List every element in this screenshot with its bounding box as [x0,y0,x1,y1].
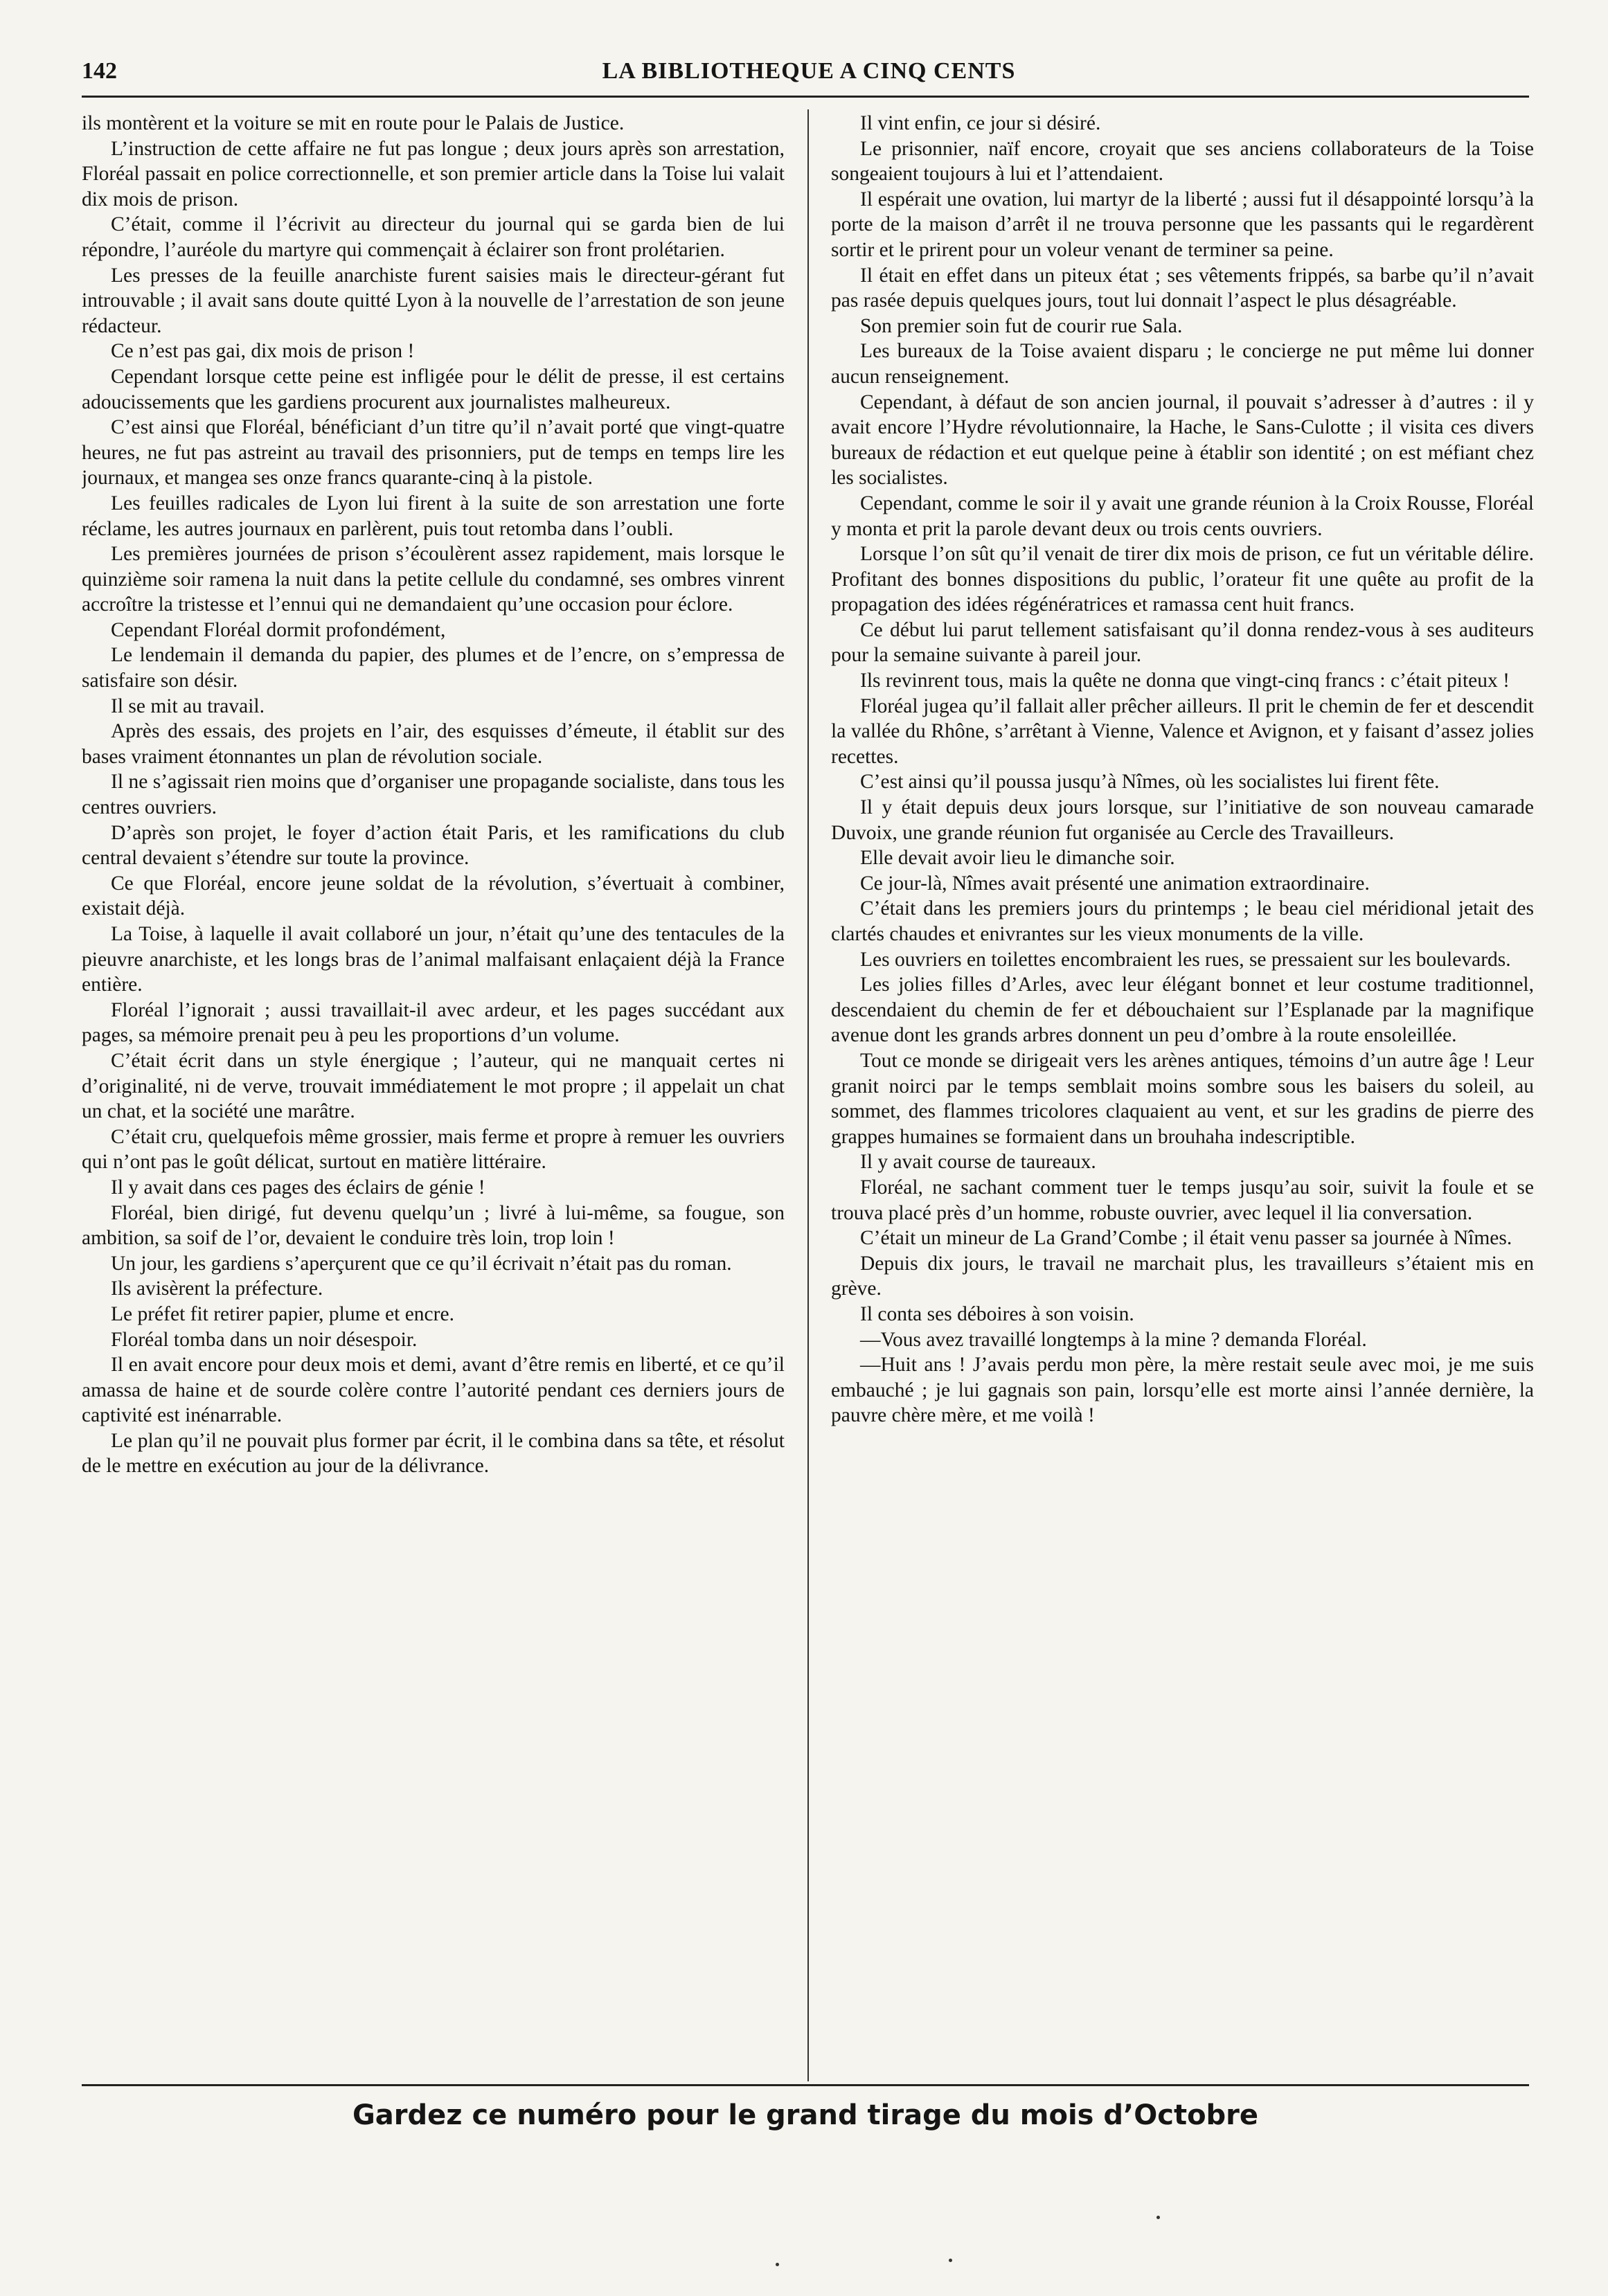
paragraph: Un jour, les gardiens s’aperçurent que ce qu’il écrivait n’était pas du roman. [111,1252,732,1275]
paragraph: Il vint enfin, ce jour si désiré. [860,112,1101,134]
paragraph: Les jolies filles d’Arles, avec leur élégant bonnet et leur costume traditionnel, descendaient du chemin de fer et débouchaient sur l’Esplanade par la magnifique avenue dont les grands arbres donnent un peu d’ombre à la route ensoleillée. [831,974,1534,1047]
paragraph: Floréal l’ignorait ; aussi travaillait-il avec ardeur, et les pages succédant aux pages, sa mémoire prenait peu à peu les proportions d’un volume. [82,998,785,1047]
paragraph: Le préfet fit retirer papier, plume et encre. [111,1302,454,1325]
paragraph: Le plan qu’il ne pouvait plus former par écrit, il le combina dans sa tête, et résolut de le mettre en exécution au jour de la délivrance. [82,1429,785,1478]
paragraph: Il espérait une ovation, lui martyr de la liberté ; aussi fut il désappointé lorsqu’à la porte de la maison d’arrêt il ne trouva personne que les passants qui le regardèrent sortir et le prirent pour un voleur venant de terminer sa peine. [831,188,1534,261]
paragraph: Floréal, ne sachant comment tuer le temps jusqu’au soir, suivit la foule et se trouva placé près d’un homme, robuste ouvrier, avec lequel il lia conversation. [831,1176,1534,1224]
paragraph: C’était un mineur de La Grand’Combe ; il était venu passer sa journée à Nîmes. [860,1227,1512,1250]
paragraph: Les feuilles radicales de Lyon lui firent à la suite de son arrestation une forte réclame, les autres journaux en parlèrent, puis tout retomba dans l’oubli. [82,492,785,540]
paragraph: Les ouvriers en toilettes encombraient les rues, se pressaient sur les boulevards. [860,948,1511,971]
paragraph: Les bureaux de la Toise avaient disparu ; le concierge ne put même lui donner aucun renseignement. [831,340,1534,388]
paragraph: L’instruction de cette affaire ne fut pas longue ; deux jours après son arrestation, Floréal passait en police correctionnelle, et son premier article dans la Toise lui valait dix mois de prison. [82,137,785,210]
paragraph: ils montèrent et la voiture se mit en route pour le Palais de Justice. [82,112,625,134]
column-divider [807,109,809,2081]
paragraph: Lorsque l’on sût qu’il venait de tirer dix mois de prison, ce fut un véritable délire. Profitant des bonnes dispositions du public, l’orateur fit une quête au profit de la propagation des idées régénératrices et ramassa cent huit francs. [831,543,1534,616]
paragraph: Ce début lui parut tellement satisfaisant qu’il donna rendez-vous à ses auditeurs pour la semaine suivante à pareil jour. [831,618,1534,667]
paragraph: Il y avait course de taureaux. [860,1151,1096,1174]
page-number: 142 [82,58,117,84]
paragraph: Elle devait avoir lieu le dimanche soir. [860,847,1175,870]
paragraph: Depuis dix jours, le travail ne marchait plus, les travailleurs s’étaient mis en grève. [831,1252,1534,1300]
print-speck [1156,2216,1160,2219]
footer-notice: Gardez ce numéro pour le grand tirage du mois d’Octobre [352,2099,1259,2131]
paragraph: Tout ce monde se dirigeait vers les arènes antiques, témoins d’un autre âge ! Leur granit noirci par le temps semblait moins sombre sous les baisers du soleil, au sommet, des flammes tricolores claquaient au vent, et sur les gradins de pierre des grappes humaines se formaient dans un brouhaha indescriptible. [831,1049,1534,1148]
paragraph: C’était cru, quelquefois même grossier, mais ferme et propre à remuer les ouvriers qui n’ont pas le goût délicat, surtout en matière littéraire. [82,1125,785,1174]
paragraph: Le lendemain il demanda du papier, des plumes et de l’encre, on s’empressa de satisfaire son désir. [82,644,785,692]
paragraph: Il était en effet dans un piteux état ; ses vêtements frippés, sa barbe qu’il n’avait pas rasée depuis quelques jours, tout lui donnait l’aspect le plus désagréable. [831,264,1534,312]
paragraph: —Vous avez travaillé longtemps à la mine ? demanda Floréal. [860,1328,1367,1351]
print-speck [776,2263,779,2266]
page-header [82,54,1529,98]
paragraph: Il ne s’agissait rien moins que d’organiser une propagande socialiste, dans tous les centres ouvriers. [82,771,785,819]
paragraph: Cependant, à défaut de son ancien journal, il pouvait s’adresser à d’autres : il y avait encore l’Hydre révolutionnaire, la Hache, le Sans-Culotte ; il visita ces divers bureaux de rédaction et eut quelque peine à établir son identité ; on est méfiant chez les socialistes. [831,391,1534,490]
paragraph: C’est ainsi qu’il poussa jusqu’à Nîmes, où les socialistes lui firent fête. [860,771,1440,793]
journal-title: LA BIBLIOTHEQUE A CINQ CENTS [602,58,1016,84]
paragraph: Il conta ses déboires à son voisin. [860,1302,1134,1325]
paragraph: Ils revinrent tous, mais la quête ne donna que vingt-cinq francs : c’était piteux ! [860,670,1510,692]
paragraph: Floréal, bien dirigé, fut devenu quelqu’un ; livré à lui-même, sa fougue, son ambition, sa soif de l’or, devaient le conduire très loin, trop loin ! [82,1201,785,1250]
paragraph: C’est ainsi que Floréal, bénéficiant d’un titre qu’il n’avait porté que vingt-quatre heures, ne fut pas astreint au travail des prisonniers, put de temps en temps lire les journaux, et mangea ses onze francs quarante-cinq à la pistole. [82,416,785,490]
paragraph: Après des essais, des projets en l’air, des esquisses d’émeute, il établit sur des bases vraiment étonnantes un plan de révolution sociale. [82,720,785,768]
paragraph: Il en avait encore pour deux mois et demi, avant d’être remis en liberté, et ce qu’il amassa de haine et de sourde colère contre l’autorité pendant ces derniers jours de captivité est inénarrable. [82,1354,785,1427]
paragraph: Il se mit au travail. [111,694,265,717]
paragraph: C’était dans les premiers jours du printemps ; le beau ciel méridional jetait des clartés chaudes et enivrantes sur les vieux monuments de la ville. [831,897,1534,945]
paragraph: C’était, comme il l’écrivit au directeur du journal qui se garda bien de lui répondre, l’auréole du martyre qui commençait à éclairer son front prolétarien. [82,213,785,261]
paragraph: Ce jour-là, Nîmes avait présenté une animation extraordinaire. [860,872,1370,895]
text-column-right [831,111,1534,2077]
paragraph: Ils avisèrent la préfecture. [111,1277,323,1300]
paragraph: C’était écrit dans un style énergique ; l’auteur, qui ne manquait certes ni d’originalité, ni de verve, trouvait immédiatement le mot propre ; il appelait un chat un chat, et la société une marâtre. [82,1049,785,1123]
text-column-left [82,111,785,2077]
paragraph: Le prisonnier, naïf encore, croyait que ses anciens collaborateurs de la Toise songeaient toujours à lui et l’attendaient. [831,137,1534,186]
paragraph: Ce n’est pas gai, dix mois de prison ! [111,340,415,363]
print-speck [949,2259,952,2262]
paragraph: Il y était depuis deux jours lorsque, sur l’initiative de son nouveau camarade Duvoix, une grande réunion fut organisée au Cercle des Travailleurs. [831,796,1534,844]
paragraph: Cependant, comme le soir il y avait une grande réunion à la Croix Rousse, Floréal y monta et prit la parole devant deux ou trois cents ouvriers. [831,492,1534,540]
paragraph: —Huit ans ! J’avais perdu mon père, la mère restait seule avec moi, je me suis embauché ; je lui gagnais son pain, lorsqu’elle est morte ainsi l’année dernière, la pauvre chère mère, et me voilà ! [831,1354,1534,1427]
paragraph: La Toise, à laquelle il avait collaboré un jour, n’était qu’une des tentacules de la pieuvre anarchiste, et les longs bras de l’animal malfaisant enlaçaient déjà la France entière. [82,923,785,996]
paragraph: D’après son projet, le foyer d’action était Paris, et les ramifications du club central devaient s’étendre sur toute la province. [82,821,785,870]
paragraph: Les presses de la feuille anarchiste furent saisies mais le directeur-gérant fut introuvable ; il avait sans doute quitté Lyon à la nouvelle de l’arrestation de son jeune rédacteur. [82,264,785,337]
paragraph: Ce que Floréal, encore jeune soldat de la révolution, s’évertuait à combiner, existait déjà. [82,872,785,920]
paragraph: Floréal jugea qu’il fallait aller prêcher ailleurs. Il prit le chemin de fer et descendit la vallée du Rhône, s’arrêtant à Vienne, Valence et Avignon, et y faisant d’assez jolies recettes. [831,694,1534,768]
paragraph: Les premières journées de prison s’écoulèrent assez rapidement, mais lorsque le quinzième soir ramena la nuit dans la petite cellule du condamné, ses ombres vinrent accroître la tristesse et l’ennui qui ne demandaient qu’une occasion pour éclore. [82,543,785,616]
paragraph: Cependant Floréal dormit profondément, [111,618,446,641]
paragraph: Floréal tomba dans un noir désespoir. [111,1328,418,1351]
footer-rule [82,2084,1529,2086]
paragraph: Cependant lorsque cette peine est infligée pour le délit de presse, il est certains adoucissements que les gardiens procurent aux journalistes malheureux. [82,365,785,413]
paragraph: Son premier soin fut de courir rue Sala. [860,314,1183,337]
paragraph: Il y avait dans ces pages des éclairs de génie ! [111,1176,485,1199]
